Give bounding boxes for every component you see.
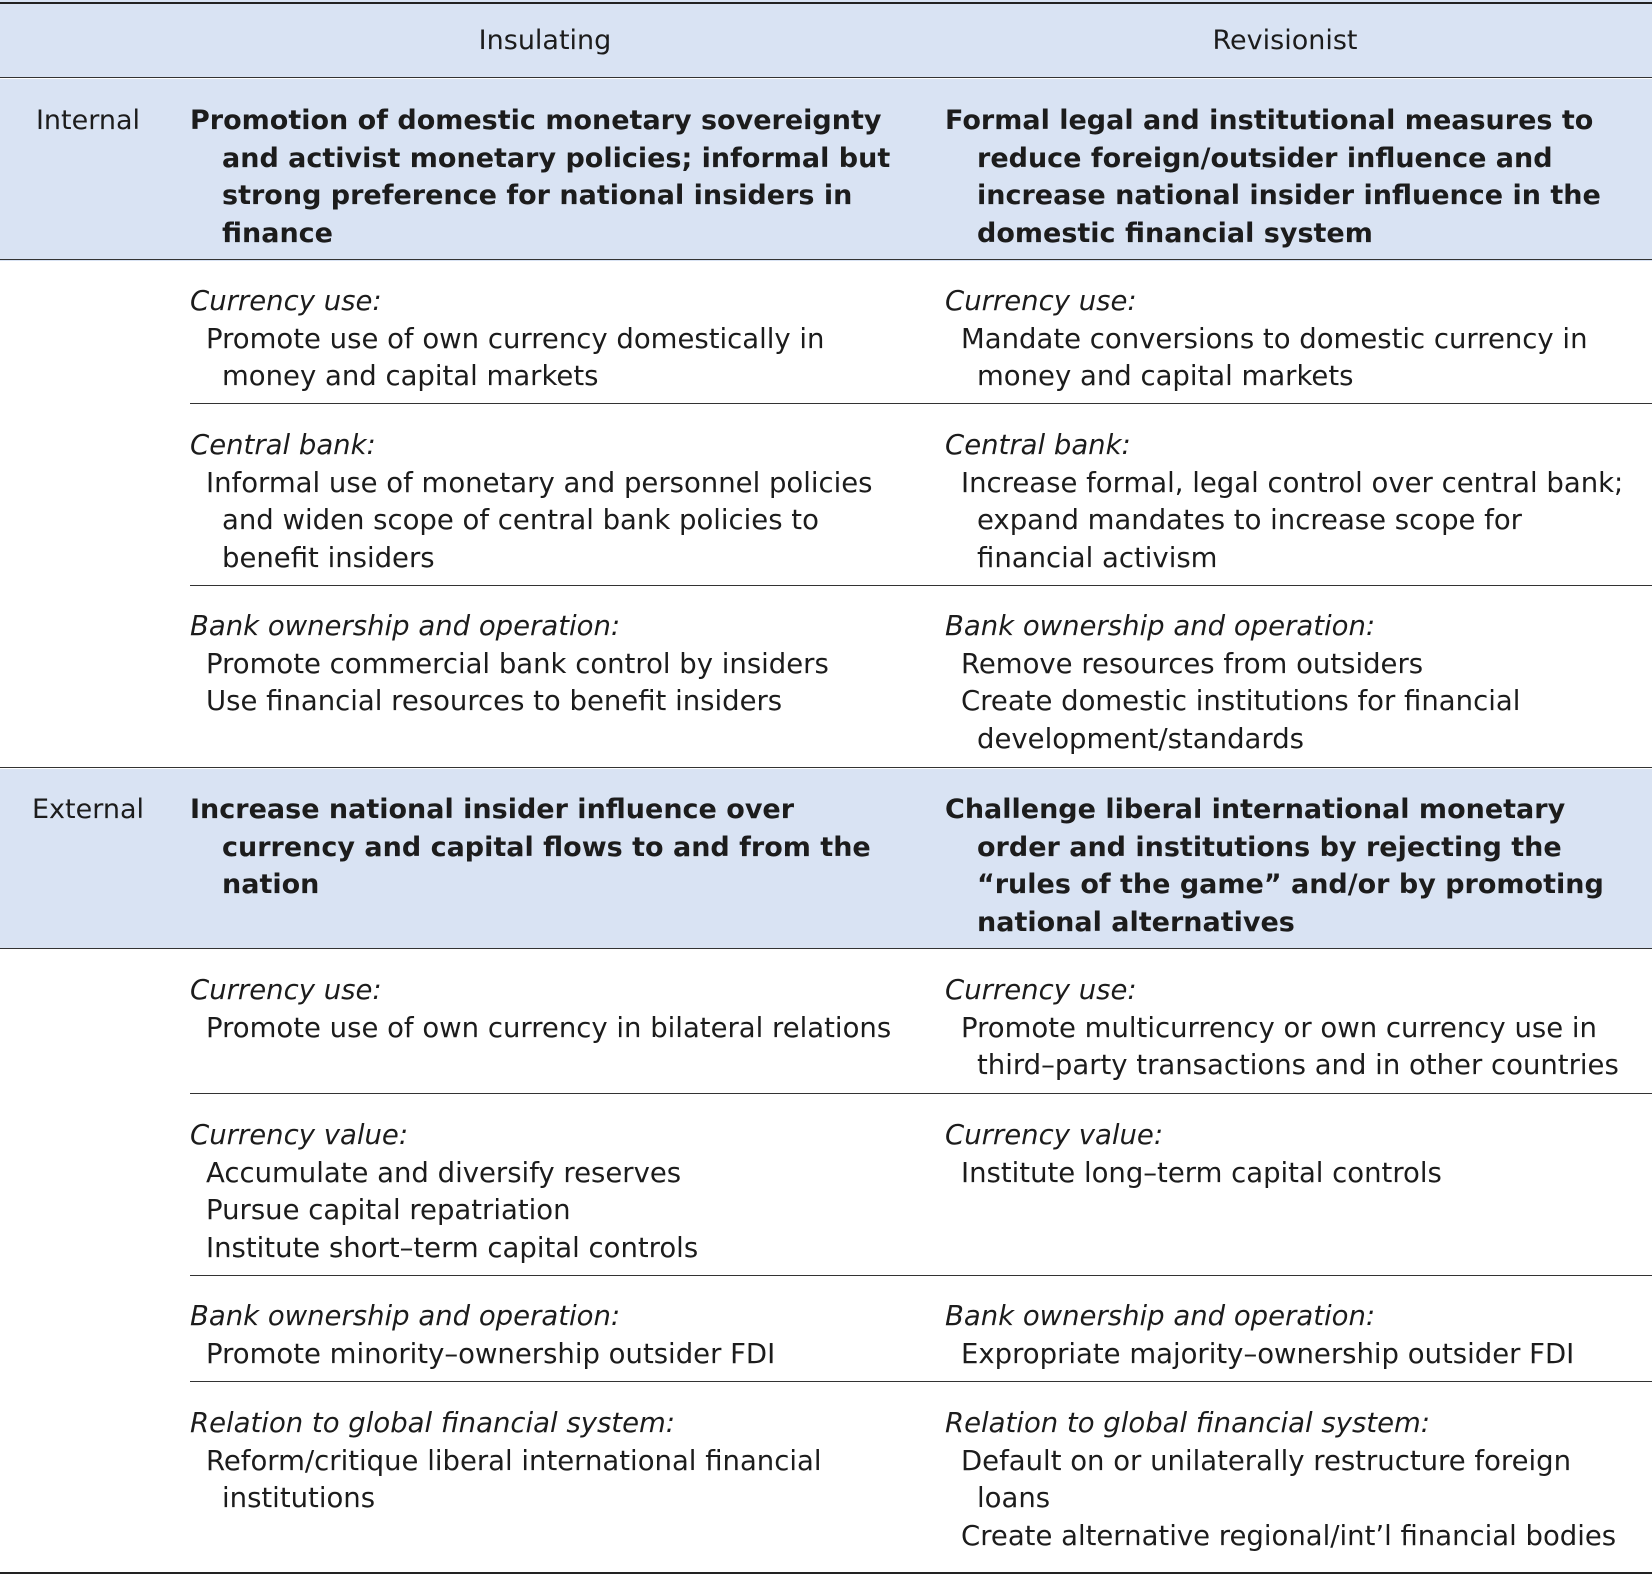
external-revisionist-currency-use (945, 972, 1645, 1085)
internal-revisionist-central-bank (945, 427, 1645, 577)
external-summary-rule (0, 948, 1652, 949)
category-label: Bank ownership and operation: (190, 1300, 621, 1332)
category-label: Central bank: (945, 429, 1131, 461)
external-insulating-currency-use (190, 972, 915, 1047)
list-item: Promote use of own currency in bilateral relations (206, 1011, 892, 1044)
category-label: Currency use: (190, 285, 382, 317)
category-label: Currency value: (945, 1119, 1164, 1151)
row-label-external: External (31, 794, 145, 825)
internal-insulating-summary: Promotion of domestic monetary sovereignty and activist monetary policies; informal but strong preference for national insiders in finance (190, 105, 891, 249)
external-insulating-global-relation (190, 1405, 915, 1518)
row-divider (190, 1275, 1652, 1276)
header-revisionist: Revisionist (1212, 25, 1358, 56)
internal-insulating-central-bank (190, 427, 915, 577)
list-item: Informal use of monetary and personnel policies and widen scope of central bank policies to benefit insiders (206, 466, 873, 574)
external-insulating-bank-ownership (190, 1298, 915, 1373)
list-item: Default on or unilaterally restructure foreign loans (961, 1444, 1572, 1514)
list-item: Promote commercial bank control by insiders (206, 647, 829, 680)
internal-revisionist-currency-use (945, 283, 1645, 396)
category-label: Currency use: (945, 974, 1137, 1006)
internal-summary-rule (0, 259, 1652, 260)
top-rule (0, 2, 1652, 4)
category-label: Bank ownership and operation: (190, 610, 621, 642)
internal-revisionist-summary: Formal legal and institutional measures to reduce foreign/outsider influence and increase national insider influence in the domestic financial system (945, 105, 1601, 249)
category-label: Currency use: (190, 974, 382, 1006)
row-divider (190, 585, 1652, 586)
list-item: Promote multicurrency or own currency use in third–party transactions and in other countries (961, 1011, 1619, 1081)
header-insulating: Insulating (478, 25, 612, 56)
list-item: Create alternative regional/int’l financial bodies (961, 1519, 1617, 1552)
external-revisionist-bank-ownership (945, 1298, 1645, 1373)
internal-insulating-currency-use (190, 283, 915, 396)
list-item: Institute short–term capital controls (206, 1231, 699, 1264)
list-item: Mandate conversions to domestic currency in money and capital markets (961, 322, 1588, 392)
external-revisionist-global-relation (945, 1405, 1645, 1555)
category-label: Relation to global financial system: (945, 1407, 1431, 1439)
external-revisionist-currency-value (945, 1117, 1645, 1192)
list-item: Use financial resources to benefit insiders (206, 685, 783, 717)
list-item: Expropriate majority–ownership outsider FDI (961, 1337, 1575, 1370)
category-label: Bank ownership and operation: (945, 1300, 1376, 1332)
list-item: Remove resources from outsiders (961, 647, 1424, 680)
internal-section-rule (0, 767, 1652, 768)
row-divider (190, 1381, 1652, 1382)
internal-revisionist-bank-ownership (945, 608, 1645, 758)
list-item: Accumulate and diversify reserves (206, 1156, 682, 1189)
internal-insulating-bank-ownership (190, 608, 915, 721)
list-item: Pursue capital repatriation (206, 1194, 571, 1226)
category-label: Relation to global financial system: (190, 1407, 676, 1439)
list-item: Create domestic institutions for financial development/standards (961, 685, 1521, 755)
category-label: Currency value: (190, 1119, 409, 1151)
row-divider (190, 1093, 1652, 1094)
external-insulating-summary: Increase national insider influence over currency and capital flows to and from the nation (190, 794, 871, 900)
external-revisionist-summary: Challenge liberal international monetary order and institutions by rejecting the “rules of the game” and/or by promoting national alternatives (945, 794, 1604, 938)
list-item: Promote use of own currency domestically in money and capital markets (206, 322, 825, 392)
category-label: Bank ownership and operation: (945, 610, 1376, 642)
bottom-rule (0, 1572, 1652, 1574)
header-rule (0, 77, 1652, 78)
external-insulating-currency-value (190, 1117, 915, 1267)
category-label: Currency use: (945, 285, 1137, 317)
list-item: Reform/critique liberal international financial institutions (206, 1444, 822, 1514)
row-divider (190, 403, 1652, 404)
row-label-internal: Internal (35, 105, 141, 136)
category-label: Central bank: (190, 429, 376, 461)
list-item: Increase formal, legal control over central bank; expand mandates to increase scope for financial activism (961, 466, 1624, 574)
list-item: Promote minority–ownership outsider FDI (206, 1337, 776, 1370)
list-item: Institute long–term capital controls (961, 1156, 1442, 1189)
